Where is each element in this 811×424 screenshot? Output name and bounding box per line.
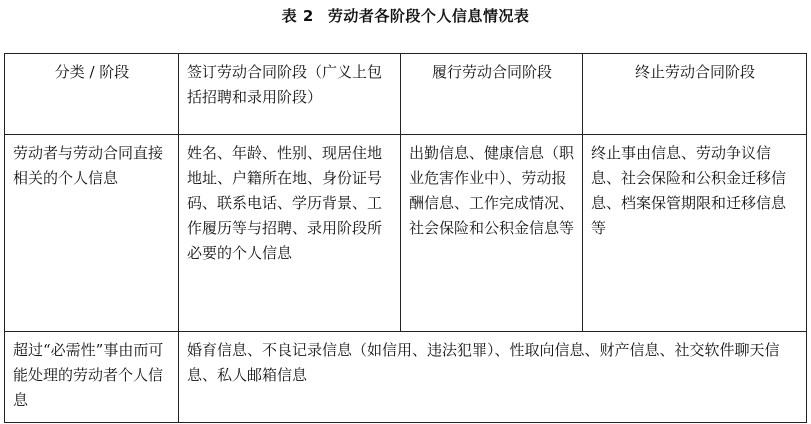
- row-category-cell: 劳动者与劳动合同直接相关的个人信息: [5, 135, 179, 332]
- table-caption: [0, 6, 811, 26]
- table-title: 劳动者各阶段个人信息情况表: [327, 7, 530, 25]
- performing-stage-cell: 出勤信息、健康信息（职业危害作业中）、劳动报酬信息、工作完成情况、社会保险和公积金信息等: [401, 135, 583, 332]
- header-performing-stage: 履行劳动合同阶段: [401, 54, 583, 135]
- header-terminating-stage: 终止劳动合同阶段: [583, 54, 807, 135]
- table-number: 表 2: [281, 7, 314, 25]
- header-category-stage: 分类 / 阶段: [5, 54, 179, 135]
- signing-stage-cell: 姓名、年龄、性别、现居住地地址、户籍所在地、身份证号码、联系电话、学历背景、工作履历等与招聘、录用阶段所必要的个人信息: [179, 135, 401, 332]
- row-category-cell: 超过“必需性”事由而可能处理的劳动者个人信息: [5, 332, 179, 423]
- table-header-row: [5, 54, 807, 135]
- table-row: [5, 332, 807, 423]
- personal-info-table: [4, 53, 807, 423]
- header-signing-stage: 签订劳动合同阶段（广义上包括招聘和录用阶段）: [179, 54, 401, 135]
- terminating-stage-cell: 终止事由信息、劳动争议信息、社会保险和公积金迁移信息、档案保管期限和迁移信息等: [583, 135, 807, 332]
- table-row: [5, 135, 807, 332]
- merged-info-cell: 婚育信息、不良记录信息（如信用、违法犯罪）、性取向信息、财产信息、社交软件聊天信息、私人邮箱信息: [179, 332, 807, 423]
